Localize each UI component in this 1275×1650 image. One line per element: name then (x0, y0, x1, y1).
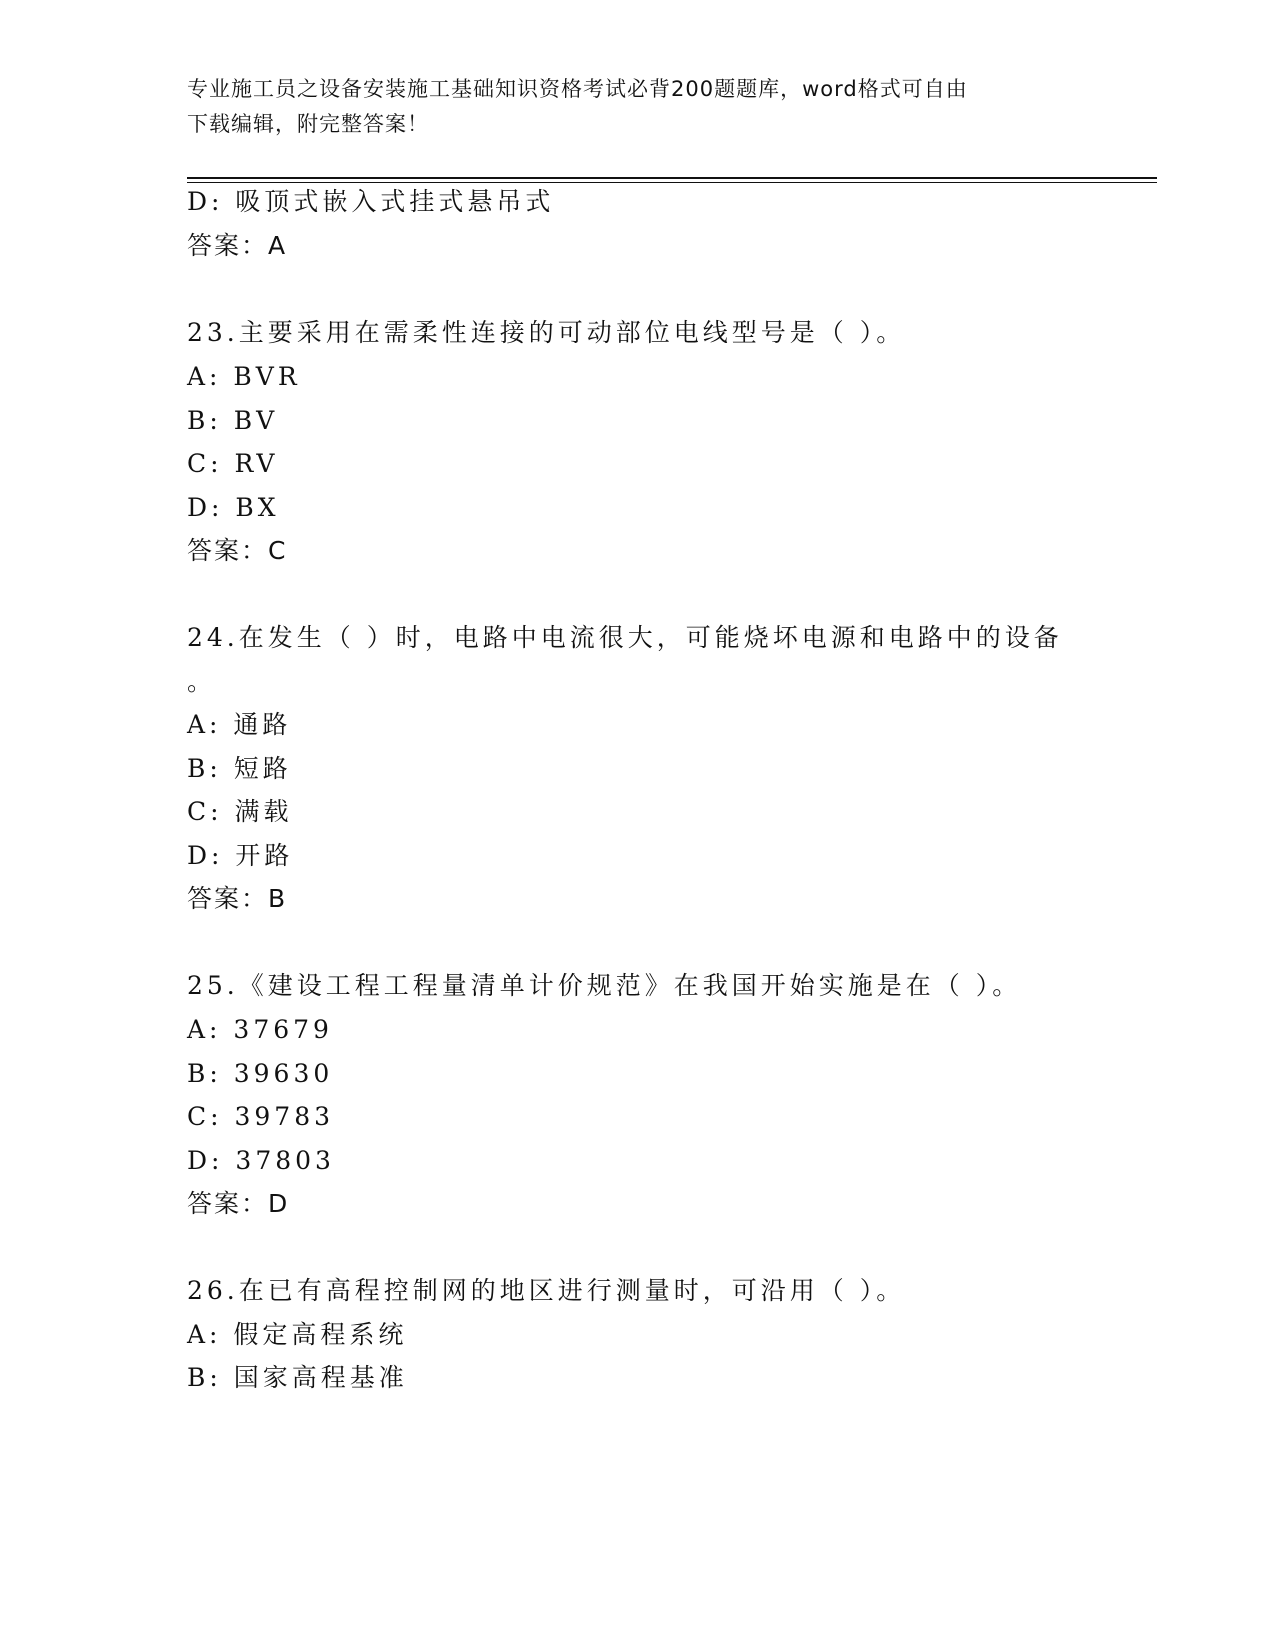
question-24-option-d: D: 开路 (187, 841, 294, 870)
question-25-option-c: C: 39783 (187, 1102, 335, 1131)
question-24-option-a: A: 通路 (187, 710, 292, 739)
question-26-option-a: A: 假定高程系统 (187, 1320, 408, 1349)
question-24-answer: 答案：B (187, 884, 288, 913)
question-25-option-b: B: 39630 (187, 1059, 334, 1088)
question-23-option-a: A: BVR (187, 362, 301, 391)
question-26-option-b: B: 国家高程基准 (187, 1363, 408, 1392)
question-23-option-c: C: RV (187, 449, 279, 478)
question-24-option-b: B: 短路 (187, 754, 292, 783)
question-23-option-d: D: BX (187, 493, 280, 522)
question-24-stem: 24.在发生（ ）时，电路中电流很大，可能烧坏电源和电路中的设备 (187, 623, 1063, 652)
header-title-line-1: 专业施工员之设备安装施工基础知识资格考试必背200题题库，word格式可自由 (187, 77, 968, 101)
question-25-option-a: A: 37679 (187, 1015, 333, 1044)
question-25-stem: 25.《建设工程工程量清单计价规范》在我国开始实施是在（ ）。 (187, 971, 1022, 1000)
header-divider (187, 177, 1157, 183)
question-25-answer: 答案：D (187, 1189, 290, 1218)
prev-question-option-d: D: 吸顶式嵌入式挂式悬吊式 (187, 187, 555, 216)
question-25-option-d: D: 37803 (187, 1146, 335, 1175)
question-23-stem: 23.主要采用在需柔性连接的可动部位电线型号是（ ）。 (187, 318, 906, 347)
header-title-line-2: 下载编辑，附完整答案！ (187, 112, 429, 136)
question-23-answer: 答案：C (187, 536, 288, 565)
document-header (187, 72, 1087, 142)
question-24-stem-continuation: 。 (187, 667, 217, 696)
question-26-stem: 26.在已有高程控制网的地区进行测量时，可沿用（ ）。 (187, 1276, 906, 1305)
question-23-option-b: B: BV (187, 406, 279, 435)
prev-question-answer: 答案：A (187, 231, 288, 260)
question-24-option-c: C: 满载 (187, 797, 293, 826)
